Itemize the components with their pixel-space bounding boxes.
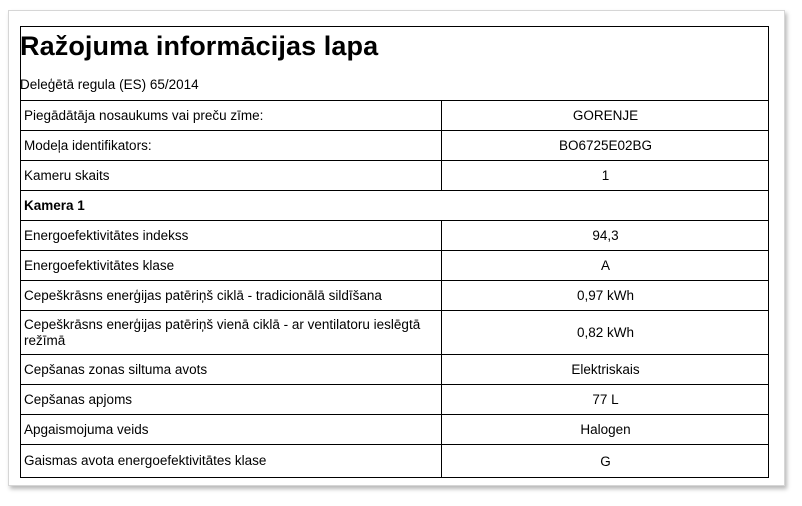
label-cell: Kameru skaits: [24, 167, 110, 183]
value-cell: 0,97 kWh: [576, 288, 635, 303]
value-cell: 1: [601, 168, 610, 183]
label-cell: Apgaismojuma veids: [24, 421, 149, 437]
product-info-sheet: [8, 10, 785, 486]
row-divider: [20, 190, 769, 191]
value-cell: 77 L: [592, 392, 619, 407]
value-cell: Halogen: [580, 422, 631, 437]
regulation-subtitle: Deleģētā regula (ES) 65/2014: [20, 77, 199, 92]
section-heading: Kamera 1: [24, 198, 85, 213]
value-cell: 0,82 kWh: [576, 325, 635, 340]
label-cell: Cepšanas apjoms: [24, 391, 133, 407]
label-cell: Energoefektivitātes klase: [24, 257, 175, 273]
value-cell: G: [600, 453, 611, 469]
value-cell: A: [600, 258, 610, 273]
label-cell: Energoefektivitātes indekss: [24, 227, 189, 243]
label-cell: Cepšanas zonas siltuma avots: [24, 361, 208, 377]
label-cell: Cepeškrāsns enerģijas patēriņš ciklā - tradicionālā sildīšana: [24, 287, 382, 303]
value-cell: Elektriskais: [571, 362, 640, 377]
value-cell: BO6725E02BG: [558, 138, 653, 153]
label-cell: Modeļa identifikators:: [24, 137, 152, 153]
value-cell: 94,3: [592, 228, 619, 243]
label-cell: Piegādātāja nosaukums vai preču zīme:: [24, 107, 264, 123]
value-cell: GORENJE: [572, 108, 639, 123]
label-cell: Cepeškrāsns enerģijas patēriņš vienā ciklā - ar ventilatoru ieslēgtā režīmā: [24, 316, 421, 348]
label-cell: Gaismas avota energoefektivitātes klase: [24, 453, 267, 468]
page-title: Ražojuma informācijas lapa: [20, 31, 379, 61]
